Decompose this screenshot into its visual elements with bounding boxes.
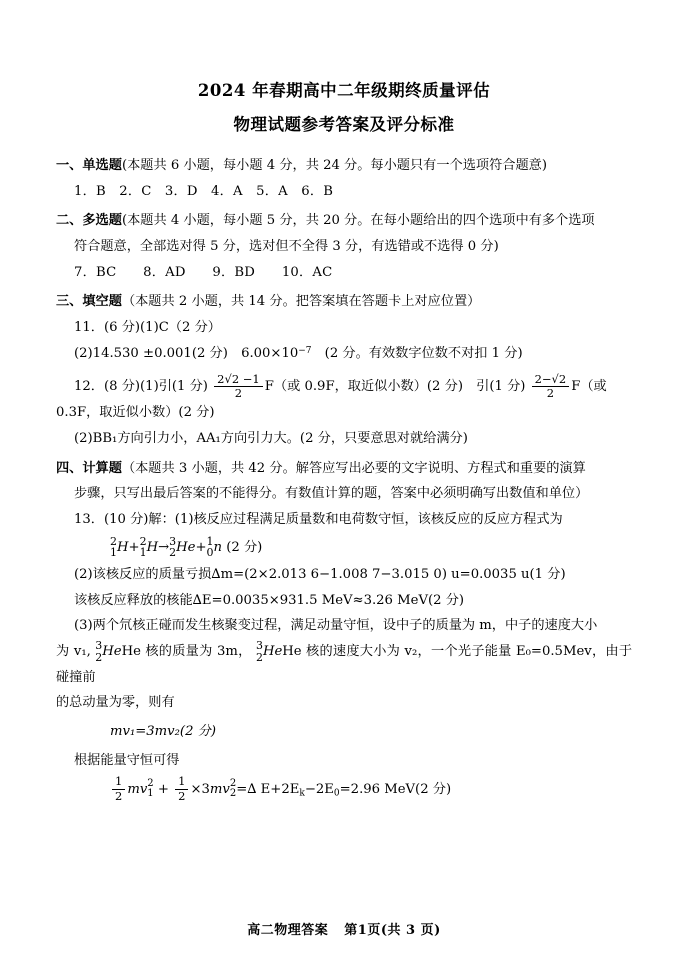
question-11-line1: 11．(6 分)(1)C（2 分） <box>74 320 221 336</box>
question-13-line6: 的总动量为零，则有 <box>56 695 175 711</box>
question-13-line2: (2)该核反应的质量亏损∆m=(2×2.013 6−1.008 7−3.015 0) u=0.0035 u(1 分) <box>74 566 566 582</box>
q13-line5-part-c: He 核的速度大小为 v₂，一个光子能量 E₀=0.5Mev，由于碰撞前 <box>56 644 633 685</box>
section-four-desc-line1: （本题共 3 小题，共 42 分。解答应写出必要的文字说明、方程式和重要的演算 <box>121 460 586 476</box>
q13-eq3-tail2: −2E <box>304 781 334 797</box>
q12-part-b: F（或 0.9F，取近似小数）(2 分) 引(1 分) <box>264 378 526 394</box>
q12-frac1-denominator: 2 <box>234 385 243 400</box>
q13-line5-part-a: 为 v₁, <box>56 644 91 660</box>
question-13-line1: 13．(10 分)解：(1)核反应过程满足质量数和电荷数守恒，该核反应的反应方程式为 <box>74 512 563 528</box>
question-13-equation-2: mv₁=3mv₂(2 分) <box>110 724 216 740</box>
section-one-heading <box>56 153 632 179</box>
question-13-equation-3: $\frac{1}{2}$ mv 2 1 + $\frac{1}{2}$ ×3mv 2 2 =∆ $E+2E_k-2E_0=2.96$ MeV(2 分) <box>56 774 632 806</box>
q13-eq3-tail3: =2.96 MeV(2 分) <box>339 781 452 797</box>
page-footer <box>0 919 688 938</box>
section-three-label: 三、填空题 <box>56 294 122 310</box>
question-12-line2: (2)BB₁方向引力小，AA₁方向引力大。(2 分，只要意思对就给满分) <box>74 430 468 446</box>
section-four-desc-line2: 步骤，只写出最后答案的不能得分。有数值计算的题，答案中必须明确写出数值和单位） <box>74 486 589 502</box>
section-one-desc: (本题共 6 小题，每小题 4 分，共 24 分。每小题只有一个选项符合题意) <box>121 157 548 173</box>
section-four-label: 四、计算题 <box>56 460 122 476</box>
section-one-label: 一、单选题 <box>56 157 122 173</box>
section-one-answers: 1．B 2．C 3．D 4．A 5．A 6．B <box>74 183 334 199</box>
nuclide-helium-3: 3 2 <box>169 534 177 560</box>
q12-fraction-1 <box>214 373 263 400</box>
question-13-line3: 该核反应释放的核能∆E=0.0035×931.5 MeV≈3.26 MeV(2 分) <box>74 592 465 608</box>
question-13-line7: 根据能量守恒可得 <box>74 752 180 768</box>
footer-page-number: 第1页(共 3 页) <box>344 923 441 938</box>
footer-subject: 高二物理答案 <box>247 923 329 938</box>
nuclide-neutron: 1 0 <box>206 534 214 560</box>
nuclide-deuterium-2: 2 1 <box>139 534 147 560</box>
q12-part-a: 12．(8 分)(1)引(1 分) <box>74 378 208 394</box>
question-11-line2 <box>56 341 632 367</box>
q13-eq3-half-1: $\frac{1}{2}$ <box>112 775 125 802</box>
q13-eq3-half-2: $\frac{1}{2}$ <box>175 775 188 802</box>
q12-frac2-numerator: 2−√2 <box>532 373 570 387</box>
section-two-answers: 7．BC 8．AD 9．BD 10．AC <box>74 264 333 280</box>
page-title-line2: 物理试题参考答案及评分标准 <box>233 115 455 135</box>
section-two-heading <box>56 208 632 234</box>
q12-frac2-denominator: 2 <box>546 385 555 400</box>
nuclide-helium-3-c: 3 2 <box>255 638 263 664</box>
question-13-equation-1: 2 1 H+ 2 1 H→ 3 2 He+ 1 0 n (2 分) <box>110 534 263 560</box>
section-three-desc: （本题共 2 小题，共 14 分。把答案填在答题卡上对应位置） <box>121 294 481 310</box>
q13-line5-part-b: He 核的质量为 3m， <box>121 644 252 660</box>
question-12-line1-cont: 0.3F，取近似小数）(2 分) <box>56 405 215 421</box>
nuclide-deuterium-1: 2 1 <box>110 534 117 560</box>
q12-part-c: F（或 <box>571 378 607 394</box>
question-13-line5: 为 v₁, 3 2 HeHe 核的质量为 3m， 3 2 HeHe 核的速度大小为 v₂，一个光子能量 E₀=0.5Mev，由于碰撞前 <box>56 638 633 685</box>
q13-eq1-score: (2 分) <box>226 539 263 555</box>
question-12-line1 <box>56 373 632 400</box>
q12-frac1-numerator: 2√2 −1 <box>214 373 263 387</box>
q13-eq3-tail: =∆ E+2E <box>236 781 300 797</box>
nuclide-helium-3-b: 3 2 <box>95 638 103 664</box>
section-two-label: 二、多选题 <box>56 213 122 229</box>
q11-line2-part-a: (2)14.530 ±0.001(2 分) 6.00×10 <box>74 345 299 361</box>
q12-fraction-2 <box>532 373 570 400</box>
section-three-heading <box>56 289 632 315</box>
page-title-line1: 2024 年春期高中二年级期终质量评估 <box>197 81 491 100</box>
question-13-line4: (3)两个氘核正碰而发生核聚变过程，满足动量守恒，设中子的质量为 m，中子的速度大小 <box>74 618 598 634</box>
q11-exponent: −7 <box>298 346 312 357</box>
section-four-heading <box>56 456 632 482</box>
q11-line2-part-b: (2 分。有效数字位数不对扣 1 分) <box>311 345 523 361</box>
section-two-desc-line2: 符合题意，全部选对得 5 分，选对但不全得 3 分，有选错或不选得 0 分) <box>74 238 499 254</box>
section-two-desc-line1: (本题共 4 小题，每小题 5 分，共 20 分。在每小题给出的四个选项中有多个选项 <box>121 213 595 229</box>
